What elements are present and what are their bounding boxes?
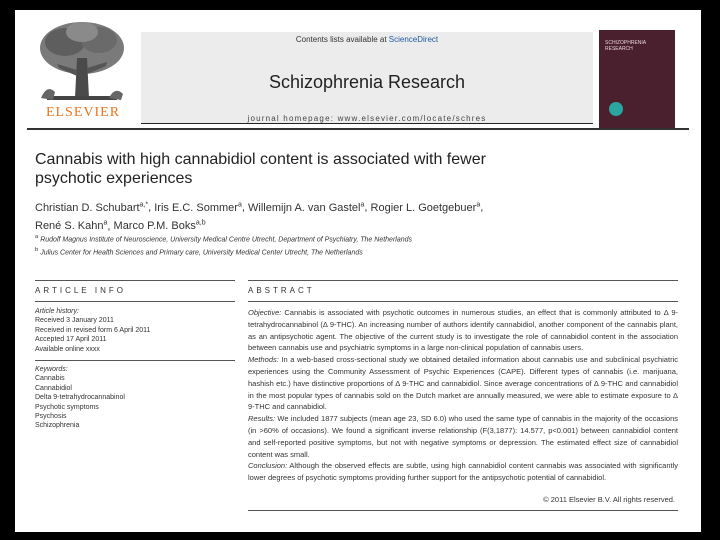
affiliation: $^b$ Julius Center for Health Sciences and Primary care, University Medical Center Utrecht, The Netherlands: [35, 247, 363, 257]
article-page: [15, 10, 701, 532]
info-top-rule: [35, 280, 235, 281]
history-item: Received in revised form 6 April 2011: [35, 326, 151, 334]
tree-icon: [27, 18, 137, 106]
homepage-link[interactable]: www.elsevier.com/locate/schres: [337, 114, 487, 123]
author[interactable]: Christian D. Schubart$^{a,*}$: [35, 201, 149, 214]
title-line-2: psychotic experiences: [35, 170, 193, 187]
abstract-methods: Methods: In a web-based cross-sectional study we obtained detailed information about cannabis use and subclinical psychiatric experiences using the Community Assessment of Psychic Experiences (CAPE). Different types of cannabis (i.e. marijuana, hashish etc.) have distinctive proportions of Δ 9-THC and cannabidiol. Since average concentrations of Δ 9-THC and cannabidiol in the most popular types of cannabis sold on the Dutch market are annually measured, we were able to estimate exposure to Δ 9-THC and cannabidiol.: [248, 355, 678, 412]
author[interactable]: Iris E.C. Sommer$^a$: [154, 201, 242, 214]
journal-banner: [141, 32, 593, 124]
header-divider: [27, 128, 689, 130]
cover-emblem-icon: [609, 102, 623, 116]
copyright-notice: © 2011 Elsevier B.V. All rights reserved.: [543, 495, 675, 504]
keyword[interactable]: Psychotic symptoms: [35, 403, 99, 411]
keyword[interactable]: Cannabidiol: [35, 384, 72, 392]
contents-line: [141, 35, 593, 44]
publisher-name: ELSEVIER: [45, 105, 121, 120]
elsevier-logo: [27, 18, 137, 123]
info-divider: [35, 360, 235, 361]
abstract-top-rule: [248, 280, 678, 281]
author[interactable]: Rogier L. Goetgebuer$^a$: [370, 201, 481, 214]
journal-homepage: [141, 114, 593, 123]
article-info-heading: ARTICLE INFO: [35, 286, 126, 295]
journal-cover-thumbnail: [599, 30, 675, 128]
author[interactable]: René S. Kahn$^a$: [35, 219, 108, 233]
keyword[interactable]: Psychosis: [35, 413, 67, 421]
sciencedirect-link[interactable]: ScienceDirect: [388, 35, 439, 44]
abstract-bottom-rule: [248, 510, 678, 511]
history-item: Accepted 17 April 2011: [35, 336, 107, 344]
keyword[interactable]: Schizophrenia: [35, 422, 80, 430]
history-label: Article history:: [35, 308, 79, 315]
homepage-label: journal homepage:: [247, 114, 335, 123]
history-item: Received 3 January 2011: [35, 317, 114, 325]
abstract-heading-rule: [248, 301, 678, 302]
keywords-label: Keywords:: [35, 366, 68, 374]
contents-prefix: Contents lists available at: [295, 35, 389, 44]
abstract-body: [248, 307, 678, 484]
keyword[interactable]: Delta 9-tetrahydrocannabinol: [35, 394, 125, 402]
article-info: [35, 307, 235, 431]
banner-rule: [141, 123, 593, 124]
journal-title: Schizophrenia Research: [268, 72, 466, 92]
keyword[interactable]: Cannabis: [35, 375, 65, 383]
journal-header: [27, 18, 689, 126]
abstract-conclusion: Conclusion: Although the observed effects are subtle, using high cannabidiol content cannabis was associated with significantly lower degrees of psychotic symptoms providing further support for the antipsychotic potential of cannabidiol.: [248, 461, 678, 483]
info-heading-rule: [35, 301, 235, 302]
author-list: Christian D. Schubart$^{a,*}$, Iris E.C. Sommer$^a$, Willemijn A. van Gastel$^a$, Rogier L. Goetgebuer$^a$, René S. Kahn$^a$, Marco P.M. Boks$^{a,b}$: [35, 201, 484, 233]
author[interactable]: Willemijn A. van Gastel$^a$: [248, 201, 365, 214]
article-title: [35, 150, 665, 188]
cover-title: SCHIZOPHRENIA RESEARCH: [605, 40, 646, 52]
abstract-objective: Objective: Cannabis is associated with psychotic outcomes in numerous studies, an effect that is commonly attributed to Δ 9-tetrahydrocannabinol (Δ 9-THC). An increasing number of authors identify cannabidiol, another component of the cannabis plant, as an antipsychotic agent. The objective of the current study is to investigate the role of cannabidiol content in the association between cannabis use and psychiatric symptoms in a large non-clinical population of cannabis users.: [248, 308, 678, 353]
title-line-1: Cannabis with high cannabidiol content is associated with fewer: [35, 151, 486, 168]
affiliation: $^a$ Rudolf Magnus Institute of Neuroscience, University Medical Centre Utrecht, Department of Psychiatry, The Netherlands: [35, 234, 413, 244]
abstract-heading: ABSTRACT: [248, 286, 315, 295]
history-item: Available online xxxx: [35, 345, 100, 353]
affiliations: [35, 232, 665, 259]
author[interactable]: Marco P.M. Boks$^{a,b}$: [113, 219, 206, 233]
abstract-results: Results: We included 1877 subjects (mean age 23, SD 6.0) who used the same type of cannabis in the majority of the occasions (in >60% of occasions). We found a significant inverse relationship (F(3,1877): 14.577, p<0.001) between cannabidiol content and self-reported positive symptoms, but not with negative symptoms or depression. The estimated effect size of cannabidiol content was small.: [248, 414, 678, 459]
